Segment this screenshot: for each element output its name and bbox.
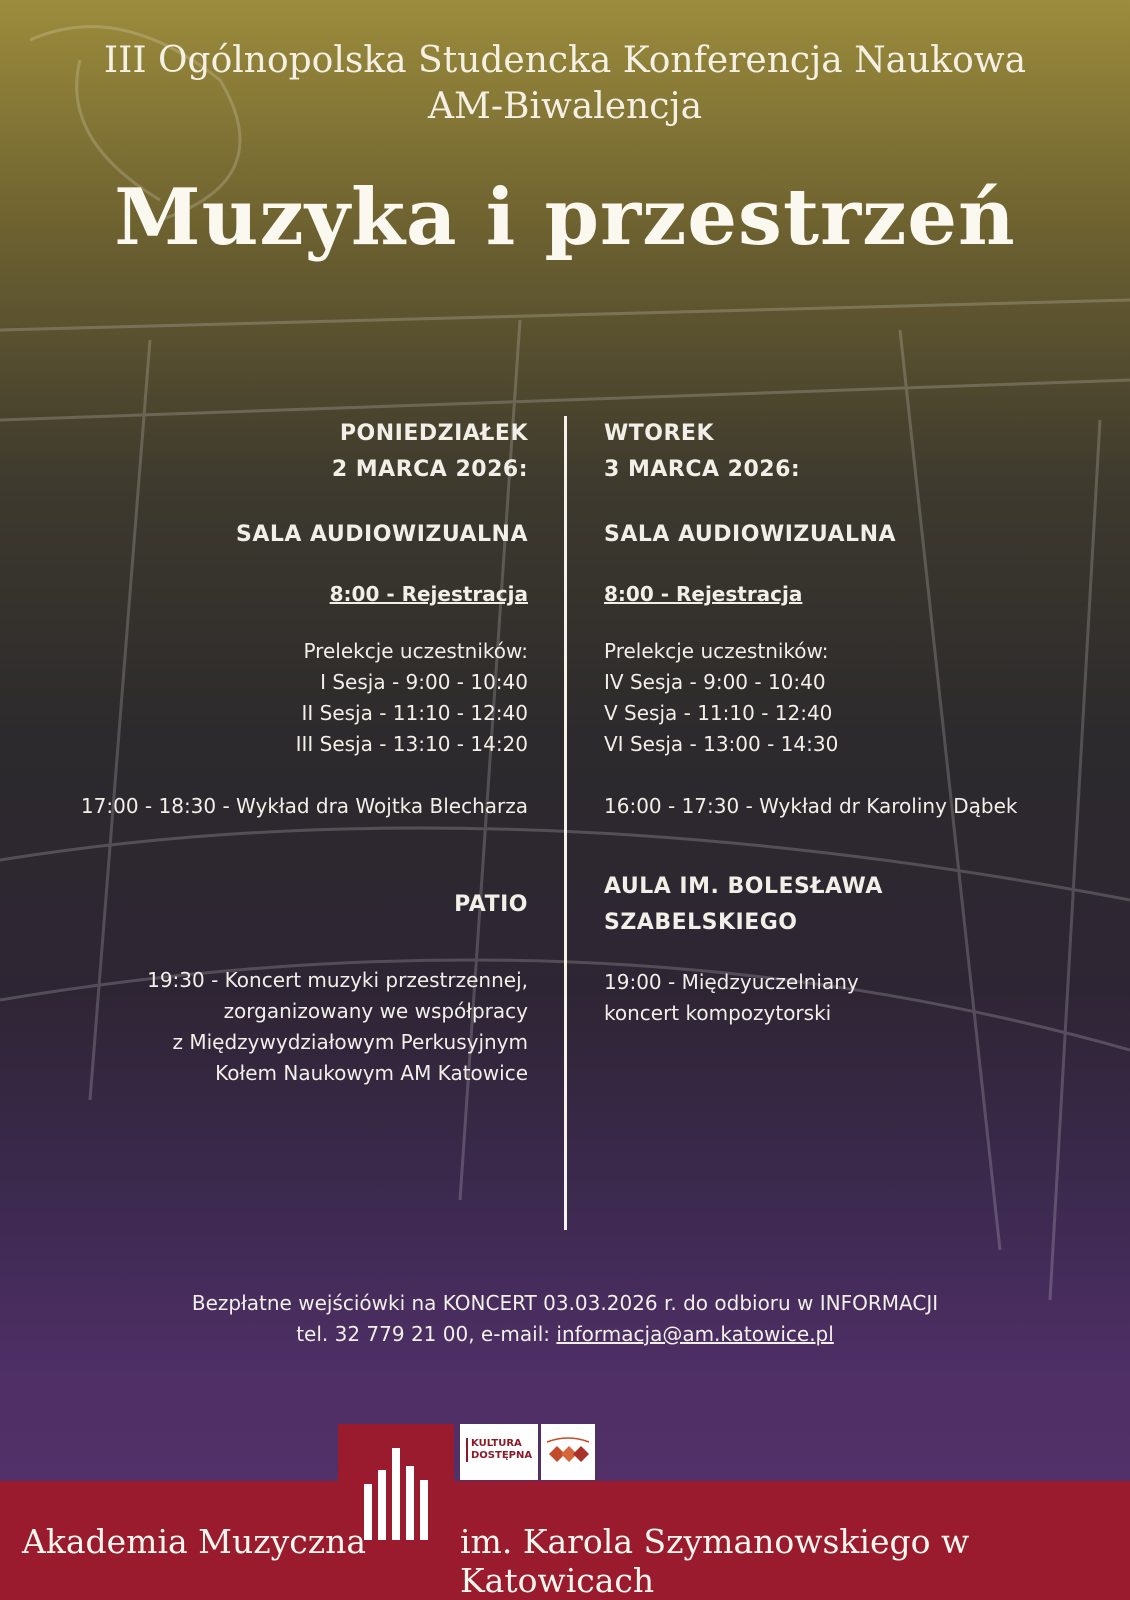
- talks-label: Prelekcje uczestników:: [604, 639, 829, 663]
- day-date: 3 MARCA 2026:: [604, 457, 801, 482]
- academy-logo-icon: [360, 1444, 432, 1560]
- academy-name-right: im. Karola Szymanowskiego w Katowicach: [460, 1522, 970, 1600]
- venue-heading: SZABELSKIEGO: [604, 910, 798, 935]
- lecture-item: 16:00 - 17:30 - Wykład dr Karoliny Dąbek: [604, 794, 1018, 818]
- talks-label: Prelekcje uczestników:: [303, 639, 528, 663]
- day-column-monday: [30, 416, 528, 1089]
- day-column-tuesday: [604, 416, 1104, 1029]
- venue-heading: AULA IM. BOLESŁAWA: [604, 874, 883, 899]
- conference-name: III Ogólnopolska Studencka Konferencja Naukowa: [103, 40, 1027, 81]
- badge-line: DOSTĘPNA: [471, 1450, 533, 1461]
- registration-time: 8:00 - Rejestracja: [329, 582, 528, 606]
- venue-heading: SALA AUDIOWIZUALNA: [235, 522, 528, 547]
- lecture-item: 17:00 - 18:30 - Wykład dra Wojtka Blecharza: [80, 794, 528, 818]
- session-item: II Sesja - 11:10 - 12:40: [301, 701, 528, 725]
- day-name: PONIEDZIAŁEK: [339, 421, 528, 446]
- event-line: zorganizowany we współpracy: [223, 999, 528, 1023]
- diamond-logo-icon: [541, 1424, 595, 1480]
- event-line: 19:30 - Koncert muzyki przestrzennej,: [147, 968, 528, 992]
- badge-line: KULTURA: [471, 1438, 522, 1449]
- page-title: Muzyka i przestrzeń: [114, 172, 1016, 263]
- session-item: III Sesja - 13:10 - 14:20: [295, 732, 528, 756]
- event-line: 19:00 - Międzyuczelniany: [604, 970, 859, 994]
- session-item: V Sesja - 11:10 - 12:40: [604, 701, 833, 725]
- ticket-note: [0, 1288, 1130, 1350]
- kultura-dostepna-badge: [460, 1424, 538, 1480]
- contact-line: [0, 1319, 1130, 1350]
- header: [0, 38, 1130, 263]
- day-name: WTOREK: [604, 421, 714, 446]
- academy-name-left: Akademia Muzyczna: [22, 1522, 367, 1561]
- event-line: z Międzywydziałowym Perkusyjnym: [172, 1030, 528, 1054]
- conference-subtitle: AM-Biwalencja: [427, 86, 703, 127]
- day-date: 2 MARCA 2026:: [331, 457, 528, 482]
- venue-heading: PATIO: [454, 892, 528, 917]
- registration-time: 8:00 - Rejestracja: [604, 582, 803, 606]
- venue-heading: SALA AUDIOWIZUALNA: [604, 522, 897, 547]
- session-item: IV Sesja - 9:00 - 10:40: [604, 670, 826, 694]
- email-link[interactable]: informacja@am.katowice.pl: [556, 1322, 834, 1346]
- event-line: koncert kompozytorski: [604, 1001, 832, 1025]
- ticket-note-line: Bezpłatne wejściówki na KONCERT 03.03.2026 r. do odbioru w INFORMACJI: [191, 1291, 939, 1315]
- event-line: Kołem Naukowym AM Katowice: [215, 1061, 528, 1085]
- session-item: I Sesja - 9:00 - 10:40: [320, 670, 528, 694]
- column-divider: [564, 416, 567, 1230]
- session-item: VI Sesja - 13:00 - 14:30: [604, 732, 839, 756]
- contact-phone: tel. 32 779 21 00, e-mail:: [296, 1322, 557, 1346]
- partner-logo: [541, 1424, 595, 1480]
